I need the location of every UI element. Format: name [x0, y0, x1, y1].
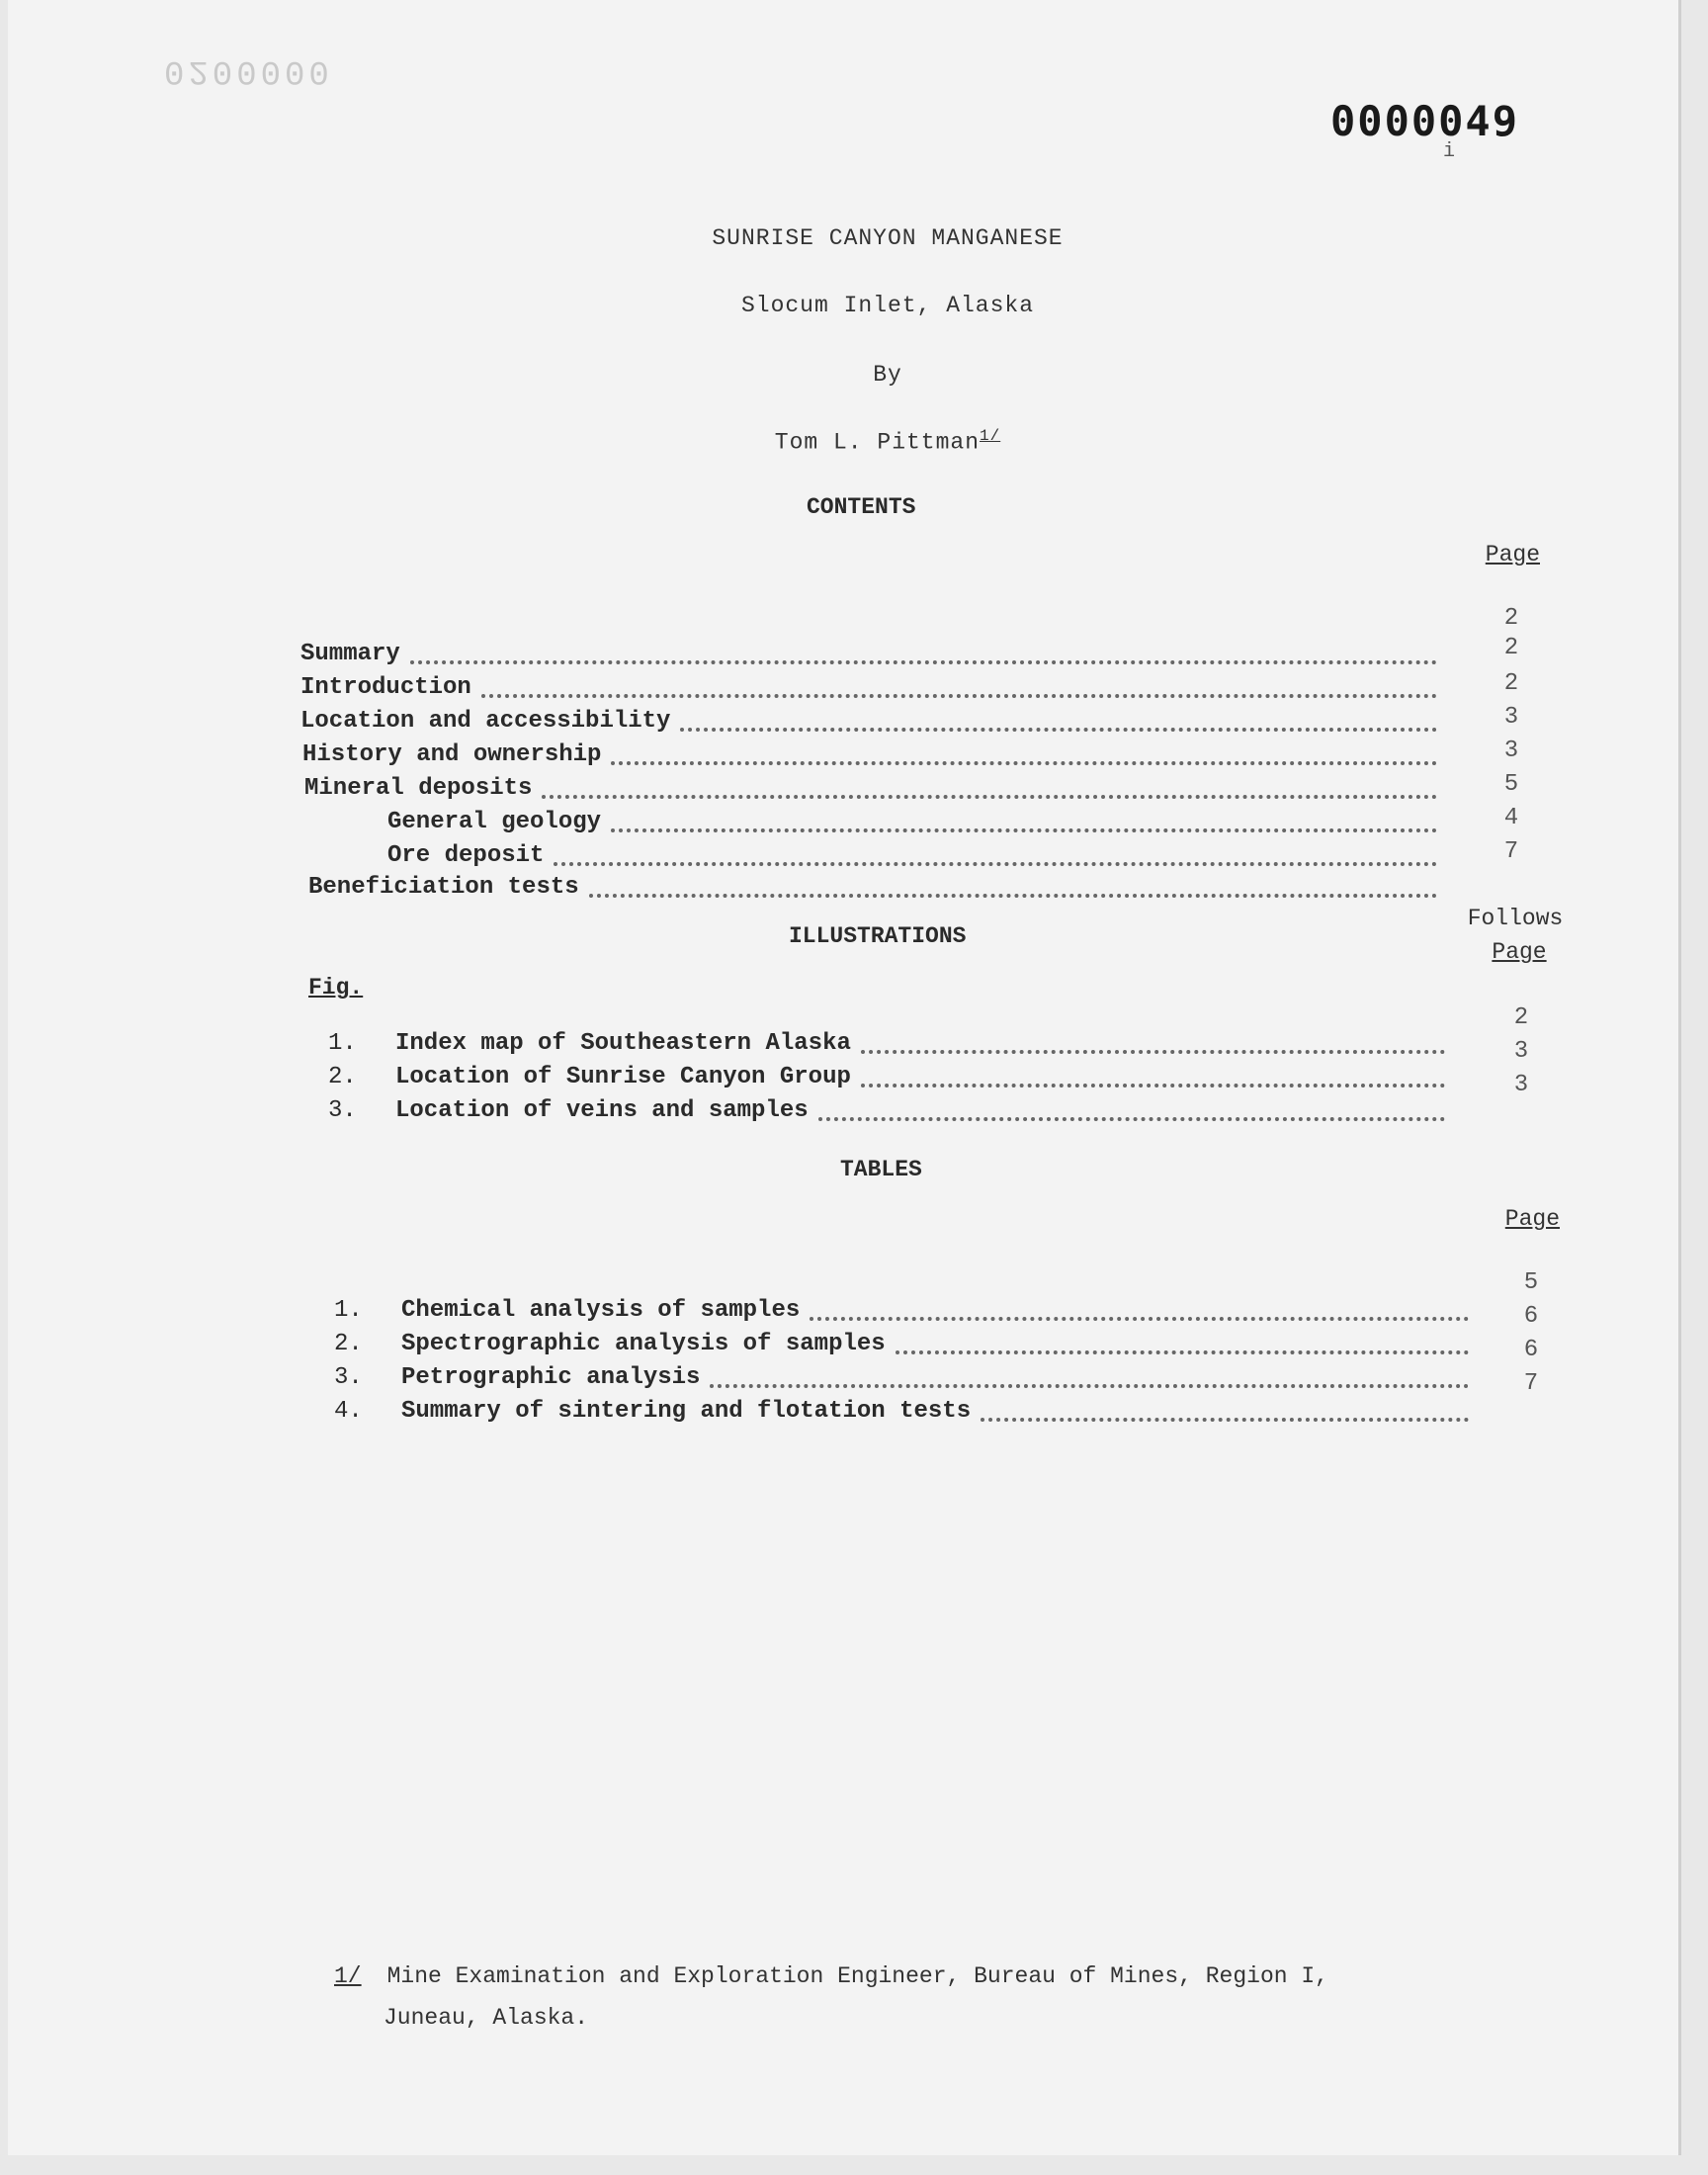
contents-entry — [304, 775, 1437, 807]
dot-leader — [710, 1372, 1469, 1388]
dot-leader — [981, 1406, 1469, 1422]
author-line — [8, 427, 1681, 456]
author-footnote — [334, 1956, 1560, 2039]
dot-leader — [896, 1339, 1469, 1354]
contents-page-column-header: Page — [1485, 542, 1540, 567]
contents-entry-label: General geology — [387, 809, 602, 835]
dot-leader — [611, 749, 1437, 765]
footnote-mark: 1/ — [334, 1963, 362, 1989]
table-entry — [334, 1297, 1469, 1329]
document-number-stamp: 0000049 — [1330, 97, 1520, 145]
contents-page-number: 3 — [1503, 738, 1519, 764]
illustrations-column-header-follows: Follows — [1467, 906, 1564, 931]
contents-page-number: 5 — [1503, 771, 1519, 798]
contents-entry-label: Introduction — [300, 674, 471, 701]
contents-entry — [300, 641, 1437, 672]
contents-entry — [300, 674, 1437, 706]
dot-leader — [861, 1072, 1445, 1088]
author-footnote-mark: 1/ — [980, 427, 1001, 445]
document-title: SUNRISE CANYON MANGANESE — [712, 225, 1064, 251]
illustration-label: Index map of Southeastern Alaska — [395, 1030, 851, 1057]
contents-entry — [302, 741, 1437, 773]
contents-entry-label: Mineral deposits — [304, 775, 533, 802]
table-number: 4. — [334, 1398, 363, 1425]
illustration-label: Location of Sunrise Canyon Group — [395, 1064, 851, 1090]
contents-page-number: 4 — [1503, 805, 1519, 831]
contents-entry — [387, 809, 1437, 840]
dot-leader — [542, 783, 1437, 799]
dot-leader — [481, 682, 1437, 698]
contents-page-number: 2 — [1503, 635, 1519, 661]
tables-page-number: 7 — [1523, 1370, 1539, 1397]
table-number: 1. — [334, 1297, 363, 1324]
dot-leader — [410, 649, 1437, 664]
table-label: Spectrographic analysis of samples — [401, 1331, 886, 1357]
contents-entry — [308, 874, 1437, 906]
dot-leader — [589, 882, 1437, 898]
illustration-entry — [328, 1030, 1445, 1062]
dot-leader — [554, 850, 1437, 866]
tables-page-number: 5 — [1523, 1269, 1539, 1296]
fig-column-label: Fig. — [308, 975, 364, 1000]
table-label: Petrographic analysis — [401, 1364, 701, 1391]
illustration-entry — [328, 1097, 1445, 1129]
contents-entry-label: Beneficiation tests — [308, 874, 579, 901]
illustrations-page-number: 3 — [1513, 1038, 1529, 1065]
document-page — [8, 0, 1681, 2155]
illustration-number: 1. — [328, 1030, 357, 1057]
illustration-number: 2. — [328, 1064, 357, 1090]
contents-page-number: 7 — [1503, 838, 1519, 865]
byline-by: By — [873, 362, 902, 388]
page-number-roman: i — [1443, 140, 1456, 163]
table-entry — [334, 1331, 1469, 1362]
dot-leader — [611, 817, 1437, 832]
illustration-label: Location of veins and samples — [395, 1097, 809, 1124]
dot-leader — [818, 1105, 1445, 1121]
contents-page-number: 3 — [1503, 704, 1519, 731]
illustration-number: 3. — [328, 1097, 357, 1124]
contents-entry-label: Location and accessibility — [300, 708, 671, 735]
illustration-entry — [328, 1064, 1445, 1095]
contents-entry-label: History and ownership — [302, 741, 602, 768]
contents-page-number: 2 — [1503, 605, 1519, 632]
illustrations-page-number: 3 — [1513, 1072, 1529, 1098]
footnote-line-1: Mine Examination and Exploration Engineer, Bureau of Mines, Region I, — [386, 1963, 1328, 1989]
table-entry — [334, 1398, 1469, 1430]
contents-entry — [300, 708, 1437, 740]
tables-page-number: 6 — [1523, 1337, 1539, 1363]
bleed-through-number: 0200000 — [164, 51, 333, 89]
tables-page-column-header: Page — [1504, 1206, 1560, 1232]
contents-heading: CONTENTS — [807, 494, 916, 520]
contents-page-number: 2 — [1503, 670, 1519, 697]
illustrations-page-number: 2 — [1513, 1004, 1529, 1031]
table-number: 2. — [334, 1331, 363, 1357]
contents-entry-label: Summary — [300, 641, 400, 667]
dot-leader — [861, 1038, 1445, 1054]
dot-leader — [810, 1305, 1469, 1321]
footnote-line-2: Juneau, Alaska. — [384, 2005, 589, 2031]
table-label: Chemical analysis of samples — [401, 1297, 801, 1324]
contents-entry — [387, 842, 1437, 874]
dot-leader — [680, 716, 1437, 732]
illustrations-heading: ILLUSTRATIONS — [789, 923, 967, 949]
illustrations-column-header-page: Page — [1492, 939, 1547, 965]
tables-heading: TABLES — [840, 1157, 922, 1182]
author-name: Tom L. Pittman — [774, 429, 981, 456]
table-number: 3. — [334, 1364, 363, 1391]
table-entry — [334, 1364, 1469, 1396]
table-label: Summary of sintering and flotation tests — [401, 1398, 972, 1425]
contents-entry-label: Ore deposit — [387, 842, 545, 869]
tables-page-number: 6 — [1523, 1303, 1539, 1330]
document-subtitle: Slocum Inlet, Alaska — [740, 293, 1035, 318]
